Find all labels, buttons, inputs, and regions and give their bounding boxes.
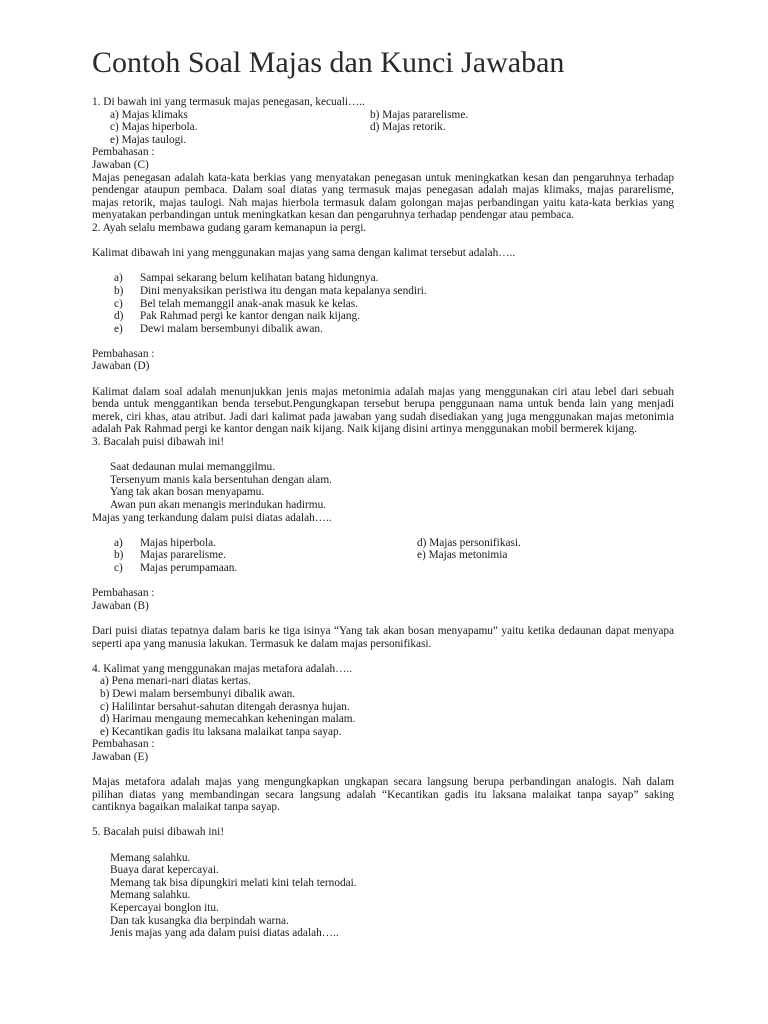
option-item: c) Halilintar bersahut-sahutan ditengah derasnya hujan. <box>100 700 350 713</box>
question-5: 5. Bacalah puisi dibawah ini! <box>92 826 225 839</box>
explanation-paragraph: Majas metafora adalah majas yang mengungkapkan ungkapan secara langsung berupa perbandingan analogis. Nah dalam pilihan diatas yang membandingan secara langsung adalah “Kecantikan gadis itu laksana malaikat tanpa sayap” saking cantiknya bagaikan malaikat tanpa sayap. <box>92 776 674 814</box>
explanation-paragraph: Dari puisi diatas tepatnya dalam baris ke tiga isinya “Yang tak akan bosan menyapamu” yaitu ketika dedaunan dapat menyapa seperti apa yang manusia lakukan. Termasuk ke dalam majas personifikasi. <box>92 624 674 650</box>
poem-line: Awan pun akan menangis merindukan hadirmu. <box>110 499 327 511</box>
pembahasan-label: Pembahasan : <box>92 587 155 600</box>
explanation-paragraph: Majas penegasan adalah kata-kata berkias yang menyatakan penegasan untuk meningkatkan kesan dan pengaruhnya terhadap pendengar ataupun pembaca. Dalam soal diatas yang termasuk majas penegasan adalah majas klimaks, majas pararelisme, majas retorik, majas taulogi. Nah majas hierbola termasuk dalam golongan majas perbandingan yaitu kata-kata berkias yang menyatakan perbandingan untuk meningkatkan kesan dan pengaruhnya terhadap pendengar atau pembaca. <box>92 171 674 222</box>
option-text-right: d) Majas personifikasi. <box>417 536 521 549</box>
document-body <box>92 96 674 940</box>
poem-line: Memang salahku. <box>110 851 191 864</box>
option-row <box>92 549 674 562</box>
option-letter: e) <box>114 322 123 335</box>
question-prompt: Majas yang terkandung dalam puisi diatas adalah….. <box>92 511 332 524</box>
question-1: 1. Di bawah ini yang termasuk majas penegasan, kecuali….. <box>92 96 365 108</box>
pembahasan-label: Pembahasan : <box>92 347 155 360</box>
option-row <box>92 562 674 575</box>
option-letter: d) <box>114 310 124 323</box>
option-text: Majas pararelisme. <box>140 549 226 562</box>
poem-line: Kepercayai bonglon itu. <box>110 902 219 914</box>
option-e: e) Majas taulogi. <box>110 133 187 146</box>
option-text: Sampai sekarang belum kelihatan batang hidungnya. <box>140 272 379 285</box>
option-c: c) Majas hiperbola. <box>110 121 198 134</box>
question-2: 2. Ayah selalu membawa gudang garam kemanapun ia pergi. <box>92 221 367 234</box>
option-text-right: e) Majas metonimia <box>417 549 508 562</box>
option-d: d) Majas retorik. <box>370 121 446 134</box>
answer-label: Jawaban (C) <box>92 158 149 171</box>
option-letter: b) <box>114 549 124 562</box>
option-text: Majas perumpamaan. <box>140 561 238 574</box>
option-row <box>92 285 674 298</box>
option-row <box>92 537 674 550</box>
pembahasan-label: Pembahasan : <box>92 146 155 159</box>
option-item: b) Dewi malam bersembunyi dibalik awan. <box>100 687 296 700</box>
option-letter: c) <box>114 561 123 574</box>
poem-line: Memang salahku. <box>110 889 191 902</box>
answer-label: Jawaban (B) <box>92 599 149 612</box>
option-item: a) Pena menari-nari diatas kertas. <box>100 675 251 688</box>
option-text: Dewi malam bersembunyi dibalik awan. <box>140 322 323 335</box>
option-text: Majas hiperbola. <box>140 536 216 549</box>
page-title: Contoh Soal Majas dan Kunci Jawaban <box>92 46 565 79</box>
question-3: 3. Bacalah puisi dibawah ini! <box>92 436 225 449</box>
answer-label: Jawaban (E) <box>92 750 149 763</box>
option-text: Dini menyaksikan peristiwa itu dengan mata kepalanya sendiri. <box>140 284 427 297</box>
option-text: Bel telah memanggil anak-anak masuk ke kelas. <box>140 297 359 310</box>
option-item: e) Kecantikan gadis itu laksana malaikat tanpa sayap. <box>100 725 342 738</box>
option-letter: a) <box>114 536 123 549</box>
options-row <box>92 134 674 147</box>
question-4: 4. Kalimat yang menggunakan majas metafora adalah….. <box>92 662 353 675</box>
options-row <box>92 109 674 122</box>
poem-line: Memang tak bisa dipungkiri melati kini telah ternodai. <box>110 876 357 889</box>
option-b: b) Majas pararelisme. <box>370 108 469 121</box>
question-prompt: Kalimat dibawah ini yang menggunakan majas yang sama dengan kalimat tersebut adalah….. <box>92 247 516 260</box>
option-letter: b) <box>114 284 124 297</box>
poem-line: Saat dedaunan mulai memanggilmu. <box>110 461 276 474</box>
option-letter: a) <box>114 272 123 285</box>
poem-line: Yang tak akan bosan menyapamu. <box>110 486 265 499</box>
poem-line: Buaya darat kepercayai. <box>110 864 219 877</box>
option-letter: c) <box>114 297 123 310</box>
poem-line: Dan tak kusangka dia berpindah warna. <box>110 914 289 927</box>
option-row <box>92 310 674 323</box>
poem-line: Tersenyum manis kala bersentuhan dengan alam. <box>110 473 332 486</box>
option-text: Pak Rahmad pergi ke kantor dengan naik kijang. <box>140 310 361 323</box>
explanation-paragraph: Kalimat dalam soal adalah menunjukkan jenis majas metonimia adalah majas yang menggunakan ciri atau lebel dari sebuah benda untuk menggantikan benda tersebut.Pengungkapan tersebut berupa penggunaan nama untuk benda lain yang menjadi merek, ciri khas, atau atribut. Jadi dari kalimat pada jawaban yang sudah disediakan yang juga menggunakan majas metonimia adalah Pak Rahmad pergi ke kantor dengan naik kijang. Naik kijang disini artinya menggunakan mobil bermerek kijang. <box>92 385 674 436</box>
question-prompt: Jenis majas yang ada dalam puisi diatas adalah….. <box>110 927 339 940</box>
pembahasan-label: Pembahasan : <box>92 738 155 751</box>
option-row <box>92 298 674 311</box>
option-a: a) Majas klimaks <box>110 108 188 121</box>
answer-label: Jawaban (D) <box>92 360 150 373</box>
options-row <box>92 121 674 134</box>
option-row <box>92 323 674 336</box>
option-item: d) Harimau mengaung memecahkan keheningan malam. <box>100 713 356 726</box>
option-row <box>92 272 674 285</box>
